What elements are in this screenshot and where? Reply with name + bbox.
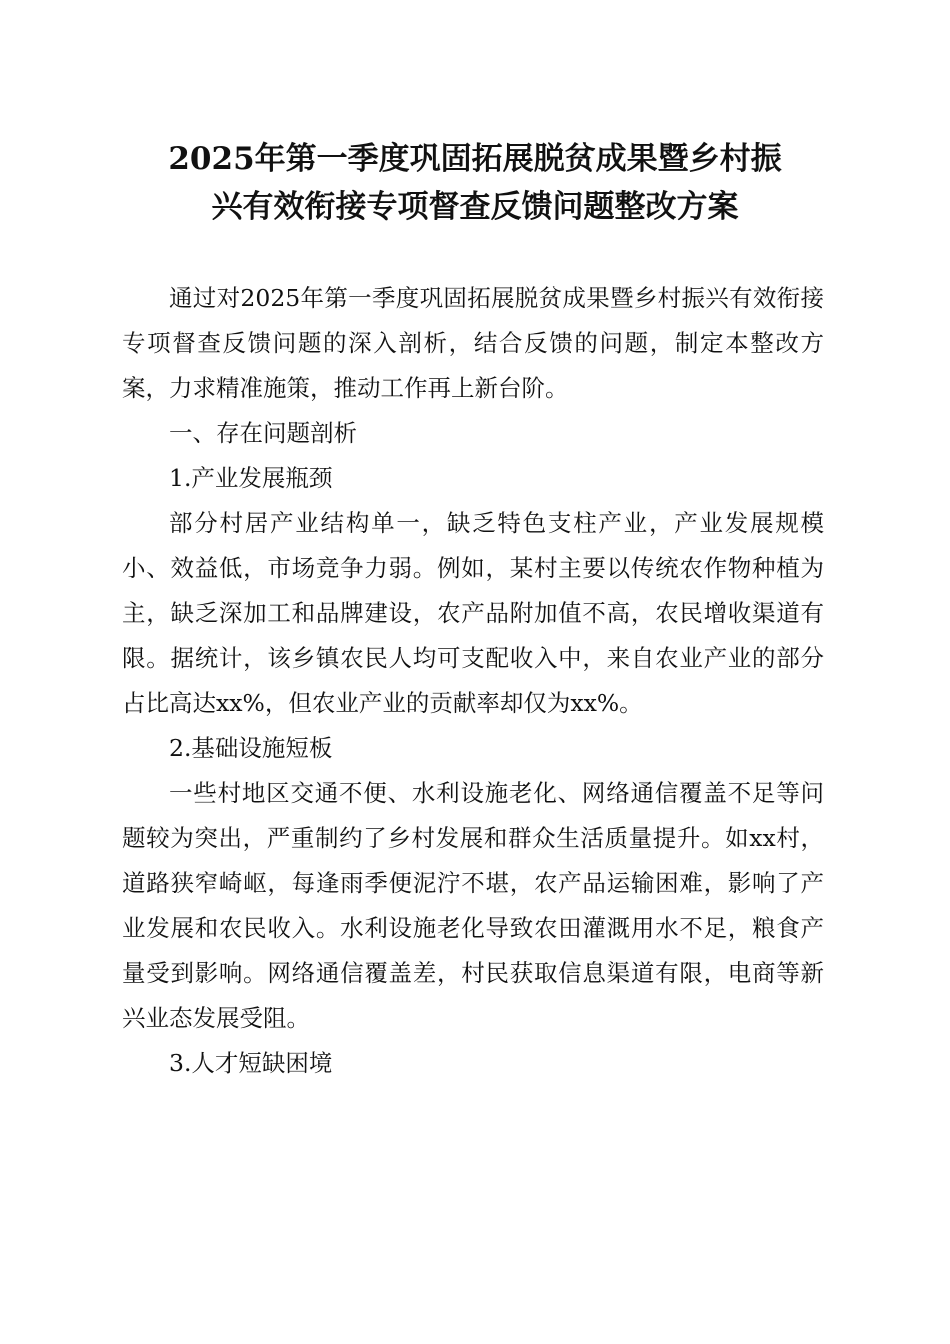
item-2-title: 2.基础设施短板 <box>169 734 333 762</box>
document-title <box>110 135 840 231</box>
title-line-1: 2025年第一季度巩固拓展脱贫成果暨乡村振 <box>168 141 782 177</box>
item-1-paragraph: 部分村居产业结构单一，缺乏特色支柱产业，产业发展规模小、效益低，市场竞争力弱。例如，某村主要以传统农作物种植为主，缺乏深加工和品牌建设，农产品附加值不高，农民增收渠道有限。据统计，该乡镇农民人均可支配收入中，来自农业产业的部分占比高达xx%，但农业产业的贡献率却仅为xx%。 <box>122 509 824 717</box>
item-3-title: 3.人才短缺困境 <box>169 1049 333 1077</box>
document-body <box>122 276 824 1086</box>
item-2-paragraph: 一些村地区交通不便、水利设施老化、网络通信覆盖不足等问题较为突出，严重制约了乡村发展和群众生活质量提升。如xx村，道路狭窄崎岖，每逢雨季便泥泞不堪，农产品运输困难，影响了产业发展和农民收入。水利设施老化导致农田灌溉用水不足，粮食产量受到影响。网络通信覆盖差，村民获取信息渠道有限，电商等新兴业态发展受阻。 <box>122 779 824 1032</box>
section-heading-problems: 一、存在问题剖析 <box>169 419 357 447</box>
item-1-title: 1.产业发展瓶颈 <box>169 464 333 492</box>
intro-paragraph: 通过对2025年第一季度巩固拓展脱贫成果暨乡村振兴有效衔接专项督查反馈问题的深入剖析，结合反馈的问题，制定本整改方案，力求精准施策，推动工作再上新台阶。 <box>122 284 824 402</box>
title-line-2: 兴有效衔接专项督查反馈问题整改方案 <box>211 189 739 225</box>
